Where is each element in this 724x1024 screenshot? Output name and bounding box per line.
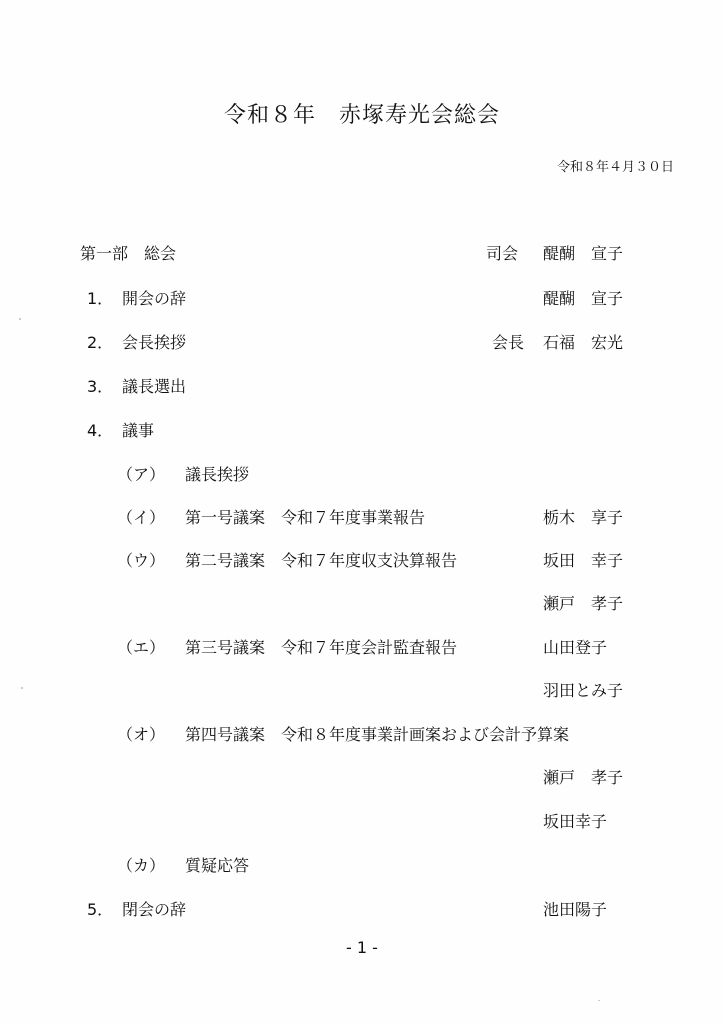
- item-3-number: 3．: [87, 377, 114, 396]
- sub-item-u-label: 第二号議案 令和７年度収支決算報告: [185, 551, 458, 570]
- sub-item-o-marker: （オ）: [117, 725, 166, 744]
- document-date: 令和８年４月３０日: [556, 160, 674, 175]
- document-title: 令和８年 赤塚寿光会総会: [223, 103, 500, 128]
- item-4-number: 4．: [87, 421, 114, 440]
- scan-speck: [21, 687, 23, 689]
- sub-item-e-person-1: 山田登子: [543, 638, 608, 657]
- item-2-label: 会長挨拶: [122, 333, 187, 352]
- item-1-number: 1．: [87, 289, 114, 308]
- sub-item-u-person-1: 坂田 幸子: [543, 551, 624, 570]
- item-1-person: 醍醐 宣子: [543, 289, 624, 308]
- item-4-label: 議事: [122, 421, 155, 440]
- scan-speck: [19, 318, 21, 320]
- sub-item-ka-label: 質疑応答: [185, 856, 250, 875]
- sub-item-i-person: 栃木 享子: [543, 508, 624, 527]
- item-2-role: 会長: [492, 333, 525, 352]
- sub-item-ka-marker: （カ）: [117, 856, 166, 875]
- item-2-person: 石福 宏光: [543, 333, 624, 352]
- sub-item-e-person-2: 羽田とみ子: [543, 681, 624, 700]
- sub-item-a-marker: （ア）: [117, 465, 166, 484]
- sub-item-o-label: 第四号議案 令和８年度事業計画案および会計予算案: [185, 725, 570, 744]
- item-2-number: 2．: [87, 333, 114, 352]
- item-5-number: 5．: [87, 900, 114, 919]
- sub-item-u-person-2: 瀬戸 孝子: [543, 594, 624, 613]
- item-5-person: 池田陽子: [543, 900, 608, 919]
- sub-item-e-label: 第三号議案 令和７年度会計監査報告: [185, 638, 458, 657]
- sub-item-o-person-2: 坂田幸子: [543, 812, 608, 831]
- sub-item-i-marker: （イ）: [117, 508, 166, 527]
- sub-item-o-person-1: 瀬戸 孝子: [543, 768, 624, 787]
- item-5-label: 閉会の辞: [122, 900, 187, 919]
- item-3-label: 議長選出: [122, 377, 187, 396]
- scan-speck: [598, 1000, 600, 1001]
- sub-item-e-marker: （エ）: [117, 638, 166, 657]
- sub-item-a-label: 議長挨拶: [185, 465, 250, 484]
- sub-item-i-label: 第一号議案 令和７年度事業報告: [185, 508, 426, 527]
- sub-item-u-marker: （ウ）: [117, 551, 166, 570]
- part-person: 醍醐 宣子: [543, 244, 624, 263]
- part-role: 司会: [486, 244, 519, 263]
- item-1-label: 開会の辞: [122, 289, 187, 308]
- page-number: - 1 -: [346, 938, 378, 957]
- part-heading: 第一部 総会: [80, 244, 177, 263]
